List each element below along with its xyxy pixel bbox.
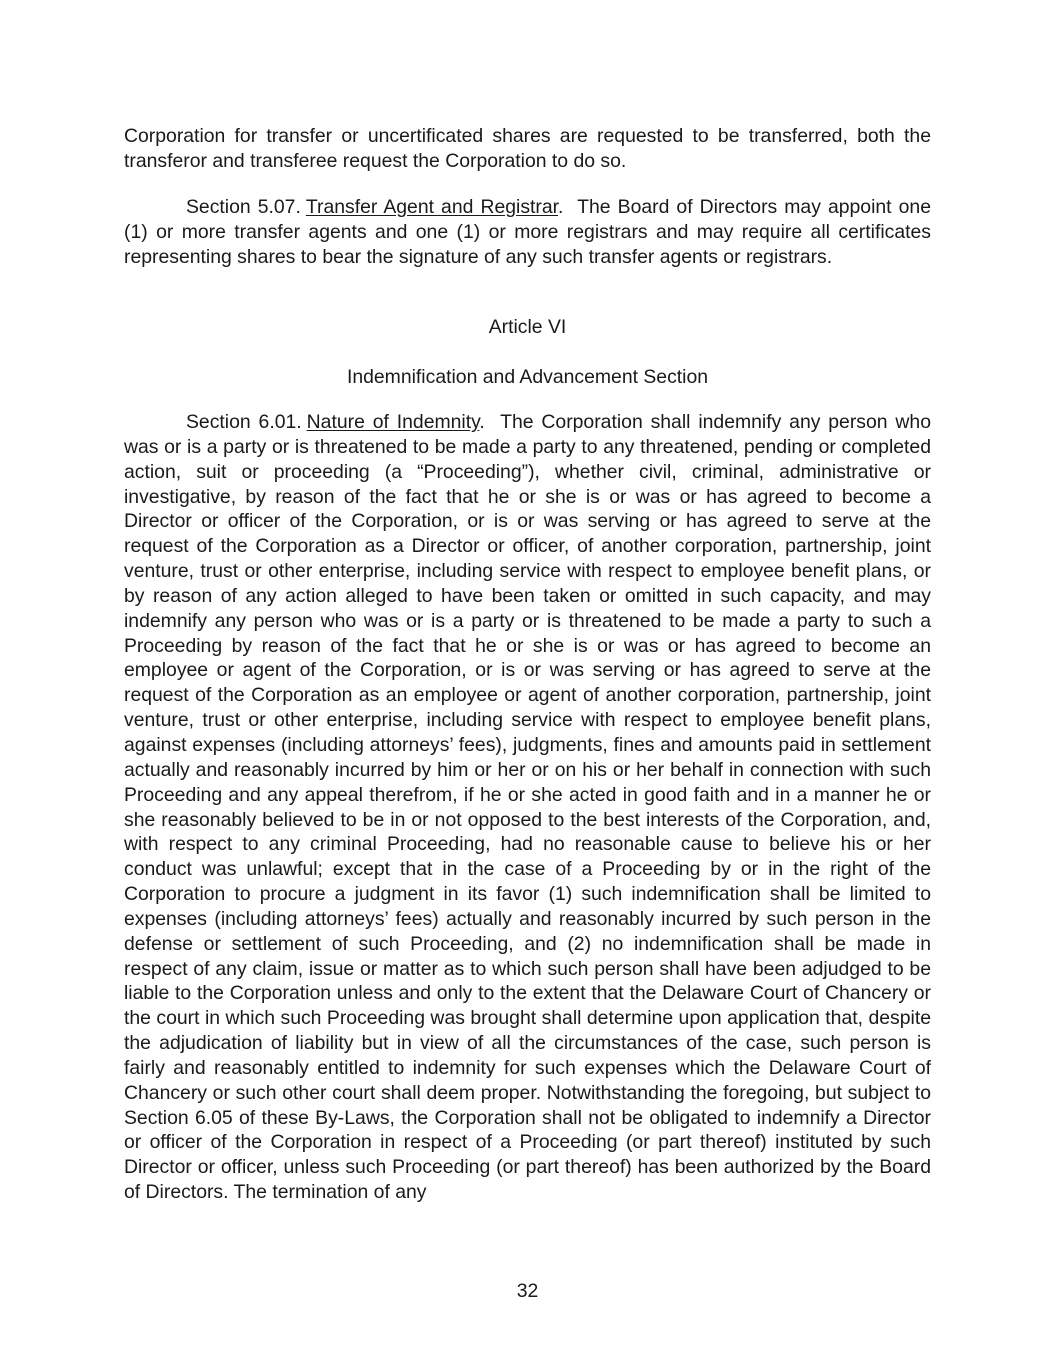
section-6-01-number: Section 6.01. (186, 411, 302, 433)
page-number: 32 (516, 1280, 539, 1302)
article-title: Article VI (488, 316, 567, 338)
section-5-07-heading-suffix: . (558, 196, 564, 218)
section-5-07-body: The Board of Directors may appoint one (1) or more transfer agents and one (1) or more registrars and may require all certificates representing shares to bear the signature of any such transfer agents or registrars. (124, 196, 931, 268)
section-5-07-paragraph (124, 195, 931, 270)
section-5-07-number: Section 5.07. (186, 196, 301, 218)
continuation-paragraph (124, 124, 931, 174)
section-6-01-heading-suffix: . (479, 411, 485, 433)
article-subtitle: Indemnification and Advancement Section (346, 366, 709, 388)
section-6-01-paragraph (124, 410, 931, 1205)
section-6-01-heading: Nature of Indemnity (306, 411, 480, 433)
section-6-01-body: The Corporation shall indemnify any person who was or is a party or is threatened to be made a party to any threatened, pending or completed action, suit or proceeding (a “Proceeding”), whether civil, criminal, administrative or investigative, by reason of the fact that he or she is or was or has agreed to become a Director or officer of the Corporation, or is or was serving or has agreed to serve at the request of the Corporation as a Director or officer, of another corporation, partnership, joint venture, trust or other enterprise, including service with respect to employee benefit plans, or by reason of any action alleged to have been taken or omitted in such capacity, and may indemnify any person who was or is a party or is threatened to be made a party to such a Proceeding by reason of the fact that he or she is or was or has agreed to become an employee or agent of the Corporation, or is or was serving or has agreed to serve at the request of the Corporation as an employee or agent of another corporation, partnership, joint venture, trust or other enterprise, including service with respect to employee benefit plans, against expenses (including attorneys’ fees), judgments, fines and amounts paid in settlement actually and reasonably incurred by him or her or on his or her behalf in connection with such Proceeding and any appeal therefrom, if he or she acted in good faith and in a manner he or she reasonably believed to be in or not opposed to the best interests of the Corporation, and, with respect to any criminal Proceeding, had no reasonable cause to believe his or her conduct was unlawful; except that in the case of a Proceeding by or in the right of the Corporation to procure a judgment in its favor (1) such indemnification shall be limited to expenses (including attorneys’ fees) actually and reasonably incurred by such person in the defense or settlement of such Proceeding, and (2) no indemnification shall be made in respect of any claim, issue or matter as to which such person shall have been adjudged to be liable to the Corporation unless and only to the extent that the Delaware Court of Chancery or the court in which such Proceeding was brought shall determine upon application that, despite the adjudication of liability but in view of all the circumstances of the case, such person is fairly and reasonably entitled to indemnity for such expenses which the Delaware Court of Chancery or such other court shall deem proper. Notwithstanding the foregoing, but subject to Section 6.05 of these By-Laws, the Corporation shall not be obligated to indemnify a Director or officer of the Corporation in respect of a Proceeding (or part thereof) instituted by such Director or officer, unless such Proceeding (or part thereof) has been authorized by the Board of Directors. The termination of any (124, 411, 931, 1204)
section-5-07-heading: Transfer Agent and Registrar (305, 196, 559, 218)
continuation-text: Corporation for transfer or uncertificated shares are requested to be transferred, both the transferor and transferee request the Corporation to do so. (124, 125, 931, 172)
